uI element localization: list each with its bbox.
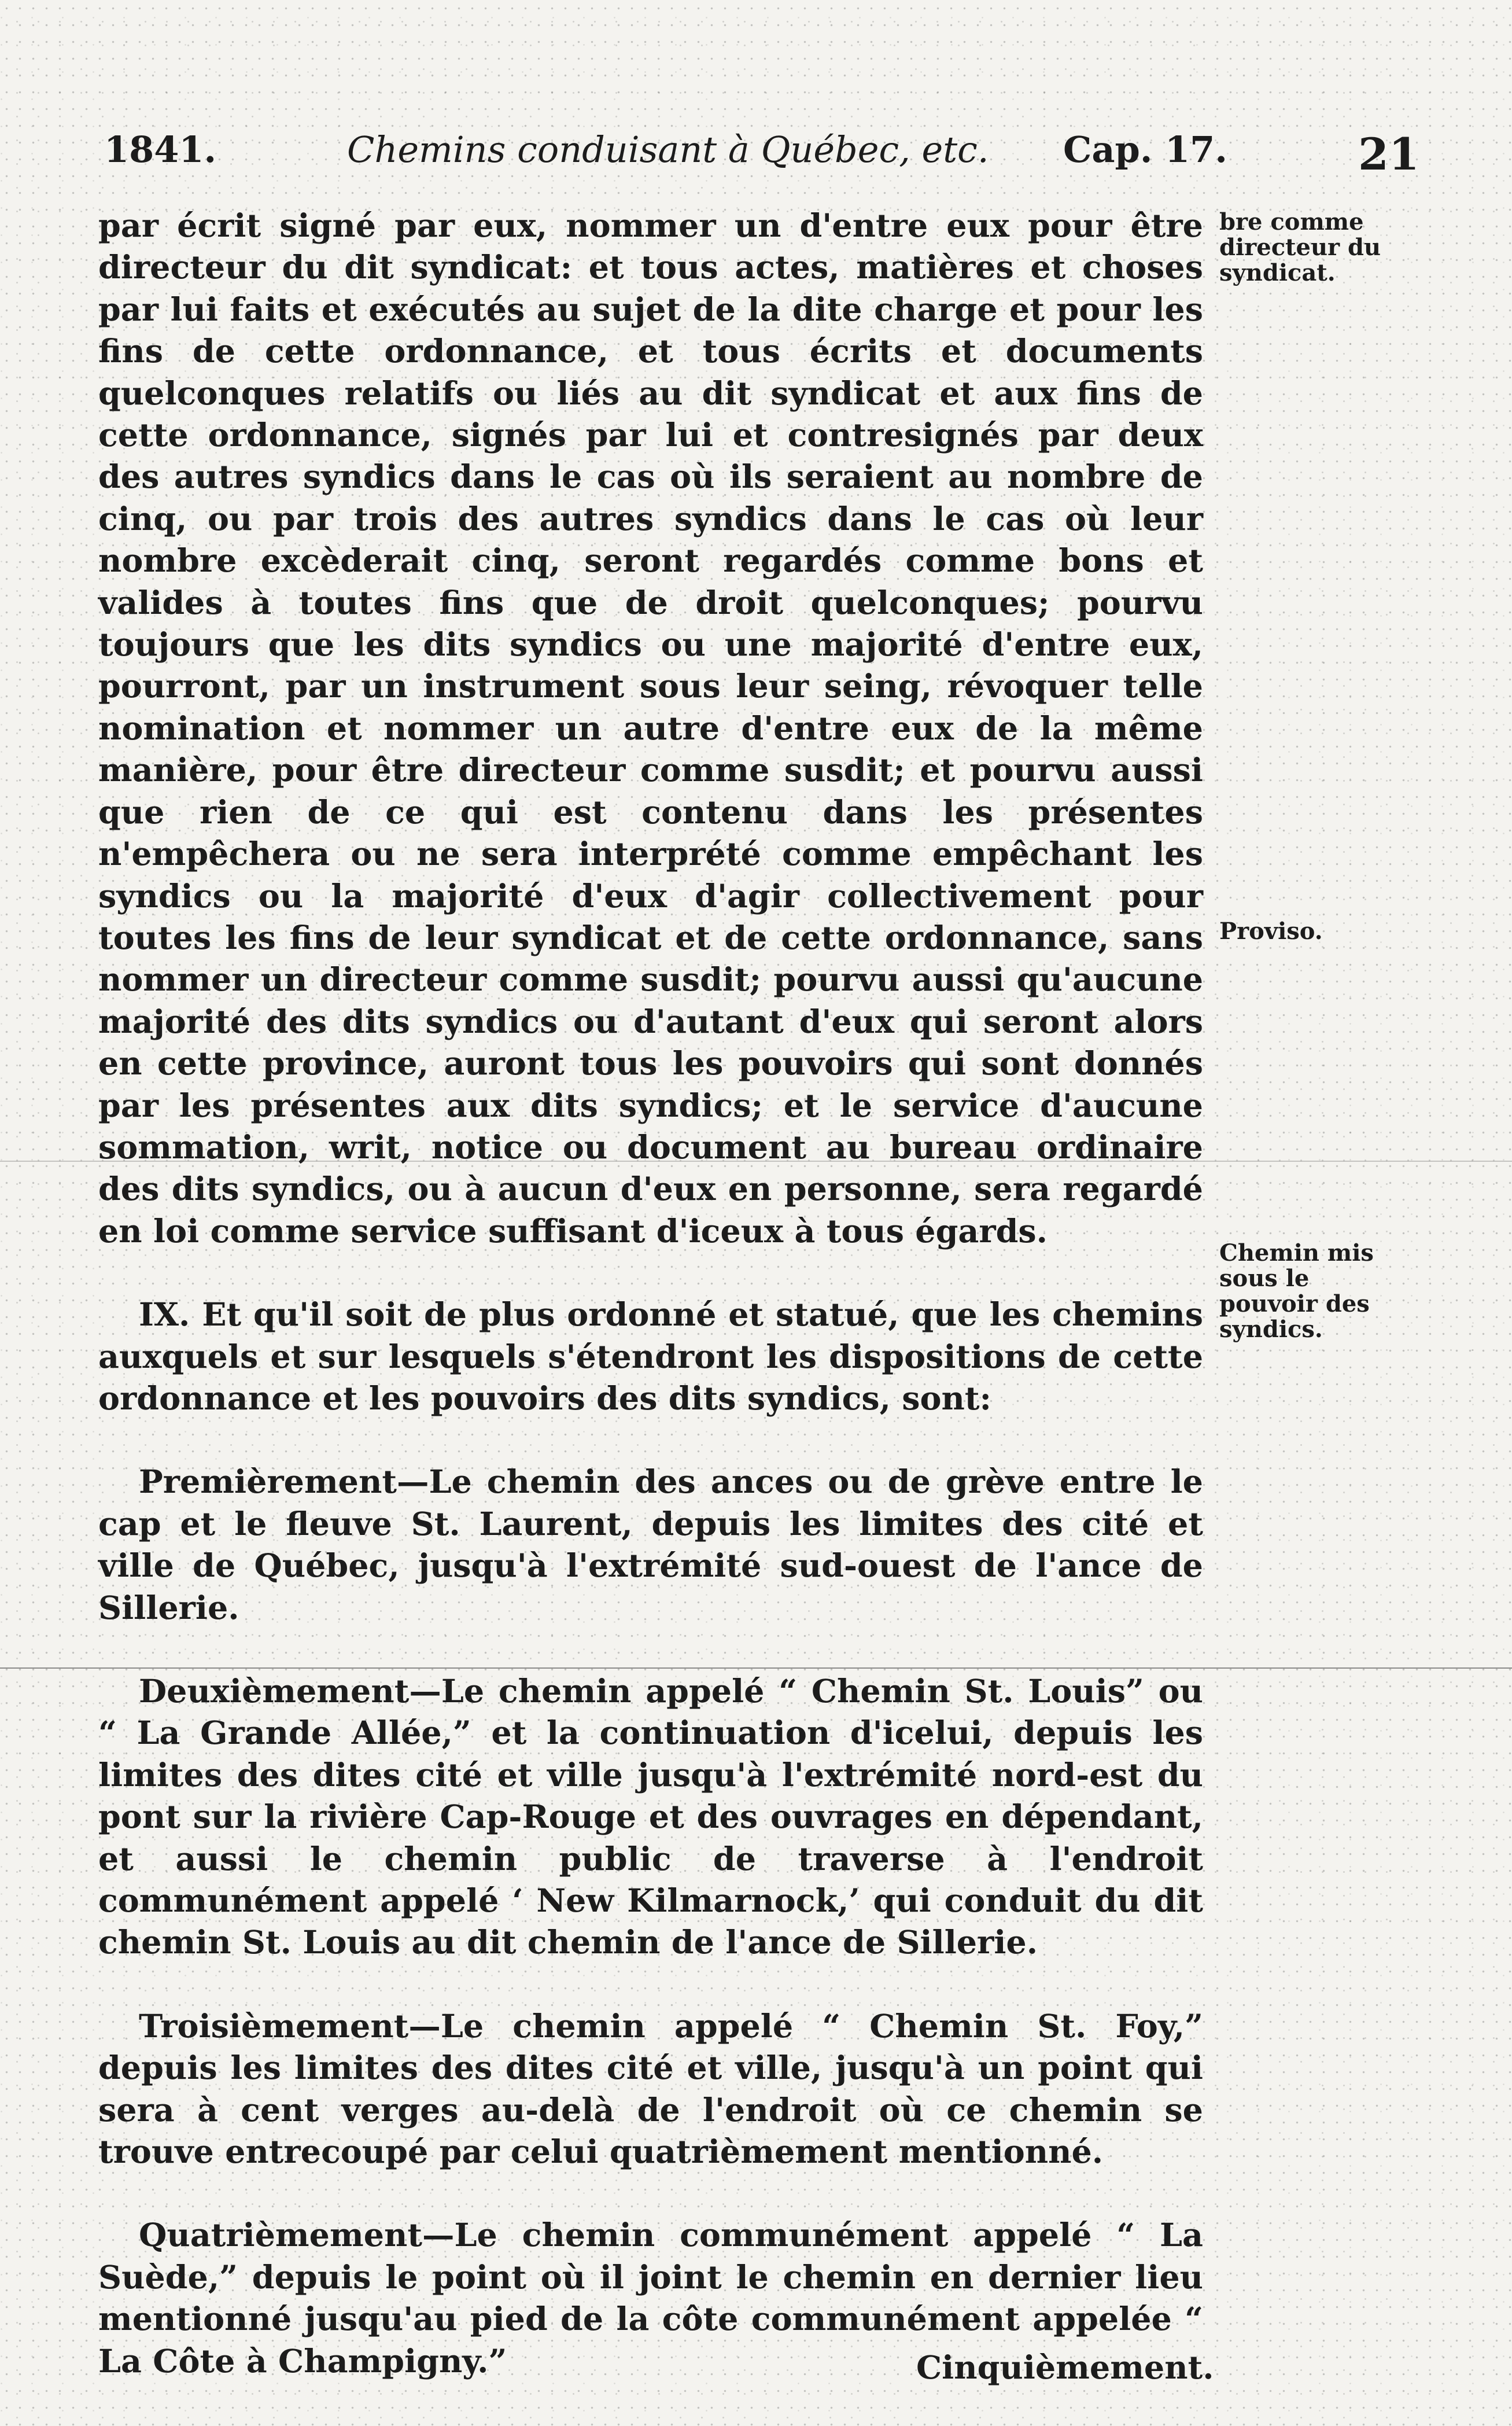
running-header: [104, 128, 1417, 181]
text-troisiemement: —Le chemin appelé “ Chemin St. Foy,” depuis les limites des dites cité et ville, jusqu'à un point qui sera à cent verges au-delà de l'endroit où ce chemin se trouve entrecoupé par celui quatrièmement mentionné.: [98, 2007, 1203, 2171]
text-premierement: —Le chemin des ances ou de grève entre le cap et le fleuve St. Laurent, depuis les limites des cité et ville de Québec, jusqu'à l'extrémité sud-ouest de l'ance de Sillerie.: [98, 1463, 1203, 1627]
lead-premierement: Premièrement: [139, 1463, 397, 1501]
lead-quatriemement: Quatrièmement: [139, 2217, 422, 2255]
lead-troisiemement: Troisièmement: [139, 2007, 409, 2045]
catchword: Cinquièmement.: [916, 2349, 1214, 2387]
text-deuxiemement: —Le chemin appelé “ Chemin St. Louis” ou “ La Grande Allée,” et la continuation d'icelui, depuis les limites des dites cité et ville jusqu'à l'extrémité nord-est du pont sur la rivière Cap-Rouge et des ouvrages en dépendant, et aussi le chemin public de traverse à l'endroit communément appelé ‘ New Kilmarnock,’ qui conduit du dit chemin St. Louis au dit chemin de l'ance de Sillerie.: [98, 1673, 1203, 1962]
paragraph-deuxiemement: [98, 1671, 1203, 1964]
scan-line-artifact: [0, 1161, 1512, 1162]
header-title: Chemins conduisant à Québec, etc.: [347, 128, 989, 171]
paragraph-premierement: [98, 1462, 1203, 1629]
header-year: 1841.: [104, 128, 217, 171]
paragraph-troisiemement: [98, 2006, 1203, 2174]
lead-deuxiemement: Deuxièmement: [139, 1673, 410, 1710]
section-ix-text: Et qu'il soit de plus ordonné et statué, que les chemins auxquels et sur lesquels s'étendront les dispositions de cette ordonnance et les pouvoirs des dits syndics, sont:: [98, 1296, 1204, 1418]
paragraph-syndicat: par écrit signé par eux, nommer un d'entre eux pour être directeur du dit syndicat: et tous actes, matières et choses par lui faits et exécutés au sujet de la dite charge et pour les fins de cette ordonnance, et tous écrits et documents quelconques relatifs ou liés au dit syndicat et aux fins de cette ordonnance, signés par lui et contresignés par deux des autres syndics dans le cas où ils seraient au nombre de cinq, ou par trois des autres syndics dans le cas où leur nombre excèderait cinq, seront regardés comme bons et valides à toutes fins que de droit quelconques; pourvu toujours que les dits syndics ou une majorité d'entre eux, pourront, par un instrument sous leur seing, révoquer telle nomination et nommer un autre d'entre eux de la même manière, pour être directeur comme susdit; et pourvu aussi que rien de ce qui est contenu dans les présentes n'empêchera ou ne sera interprété comme empêchant les syndics ou la majorité d'eux d'agir collectivement pour toutes les fins de leur syndicat et de cette ordonnance, sans nommer un directeur comme susdit; pourvu aussi qu'aucune majorité des dits syndics ou d'autant d'eux qui seront alors en cette province, auront tous les pouvoirs qui sont donnés par les présentes aux dits syndics; et le service d'aucune sommation, writ, notice ou document au bureau ordinaire des dits syndics, ou à aucun d'eux en personne, sera regardé en loi comme service suffisant d'iceux à tous égards.: [98, 207, 1203, 1250]
section-number: IX.: [139, 1296, 190, 1334]
margin-note-directeur: bre comme directeur du syndicat.: [1219, 208, 1381, 286]
paragraph-section-ix: [98, 1294, 1203, 1420]
margin-note-proviso: Proviso.: [1219, 918, 1323, 945]
page-number: 21: [1358, 128, 1419, 180]
body-text: [98, 205, 1203, 2383]
header-chapter: Cap. 17.: [1063, 128, 1227, 171]
margin-note-chemin: Chemin mis sous le pouvoir des syndics.: [1219, 1239, 1374, 1343]
scan-line-artifact: [0, 1667, 1512, 1669]
text-quatriemement: —Le chemin communément appelé “ La Suède,” depuis le point où il joint le chemin en dernier lieu mentionné jusqu'au pied de la côte communément appelée “ La Côte à Champigny.”: [98, 2217, 1203, 2380]
